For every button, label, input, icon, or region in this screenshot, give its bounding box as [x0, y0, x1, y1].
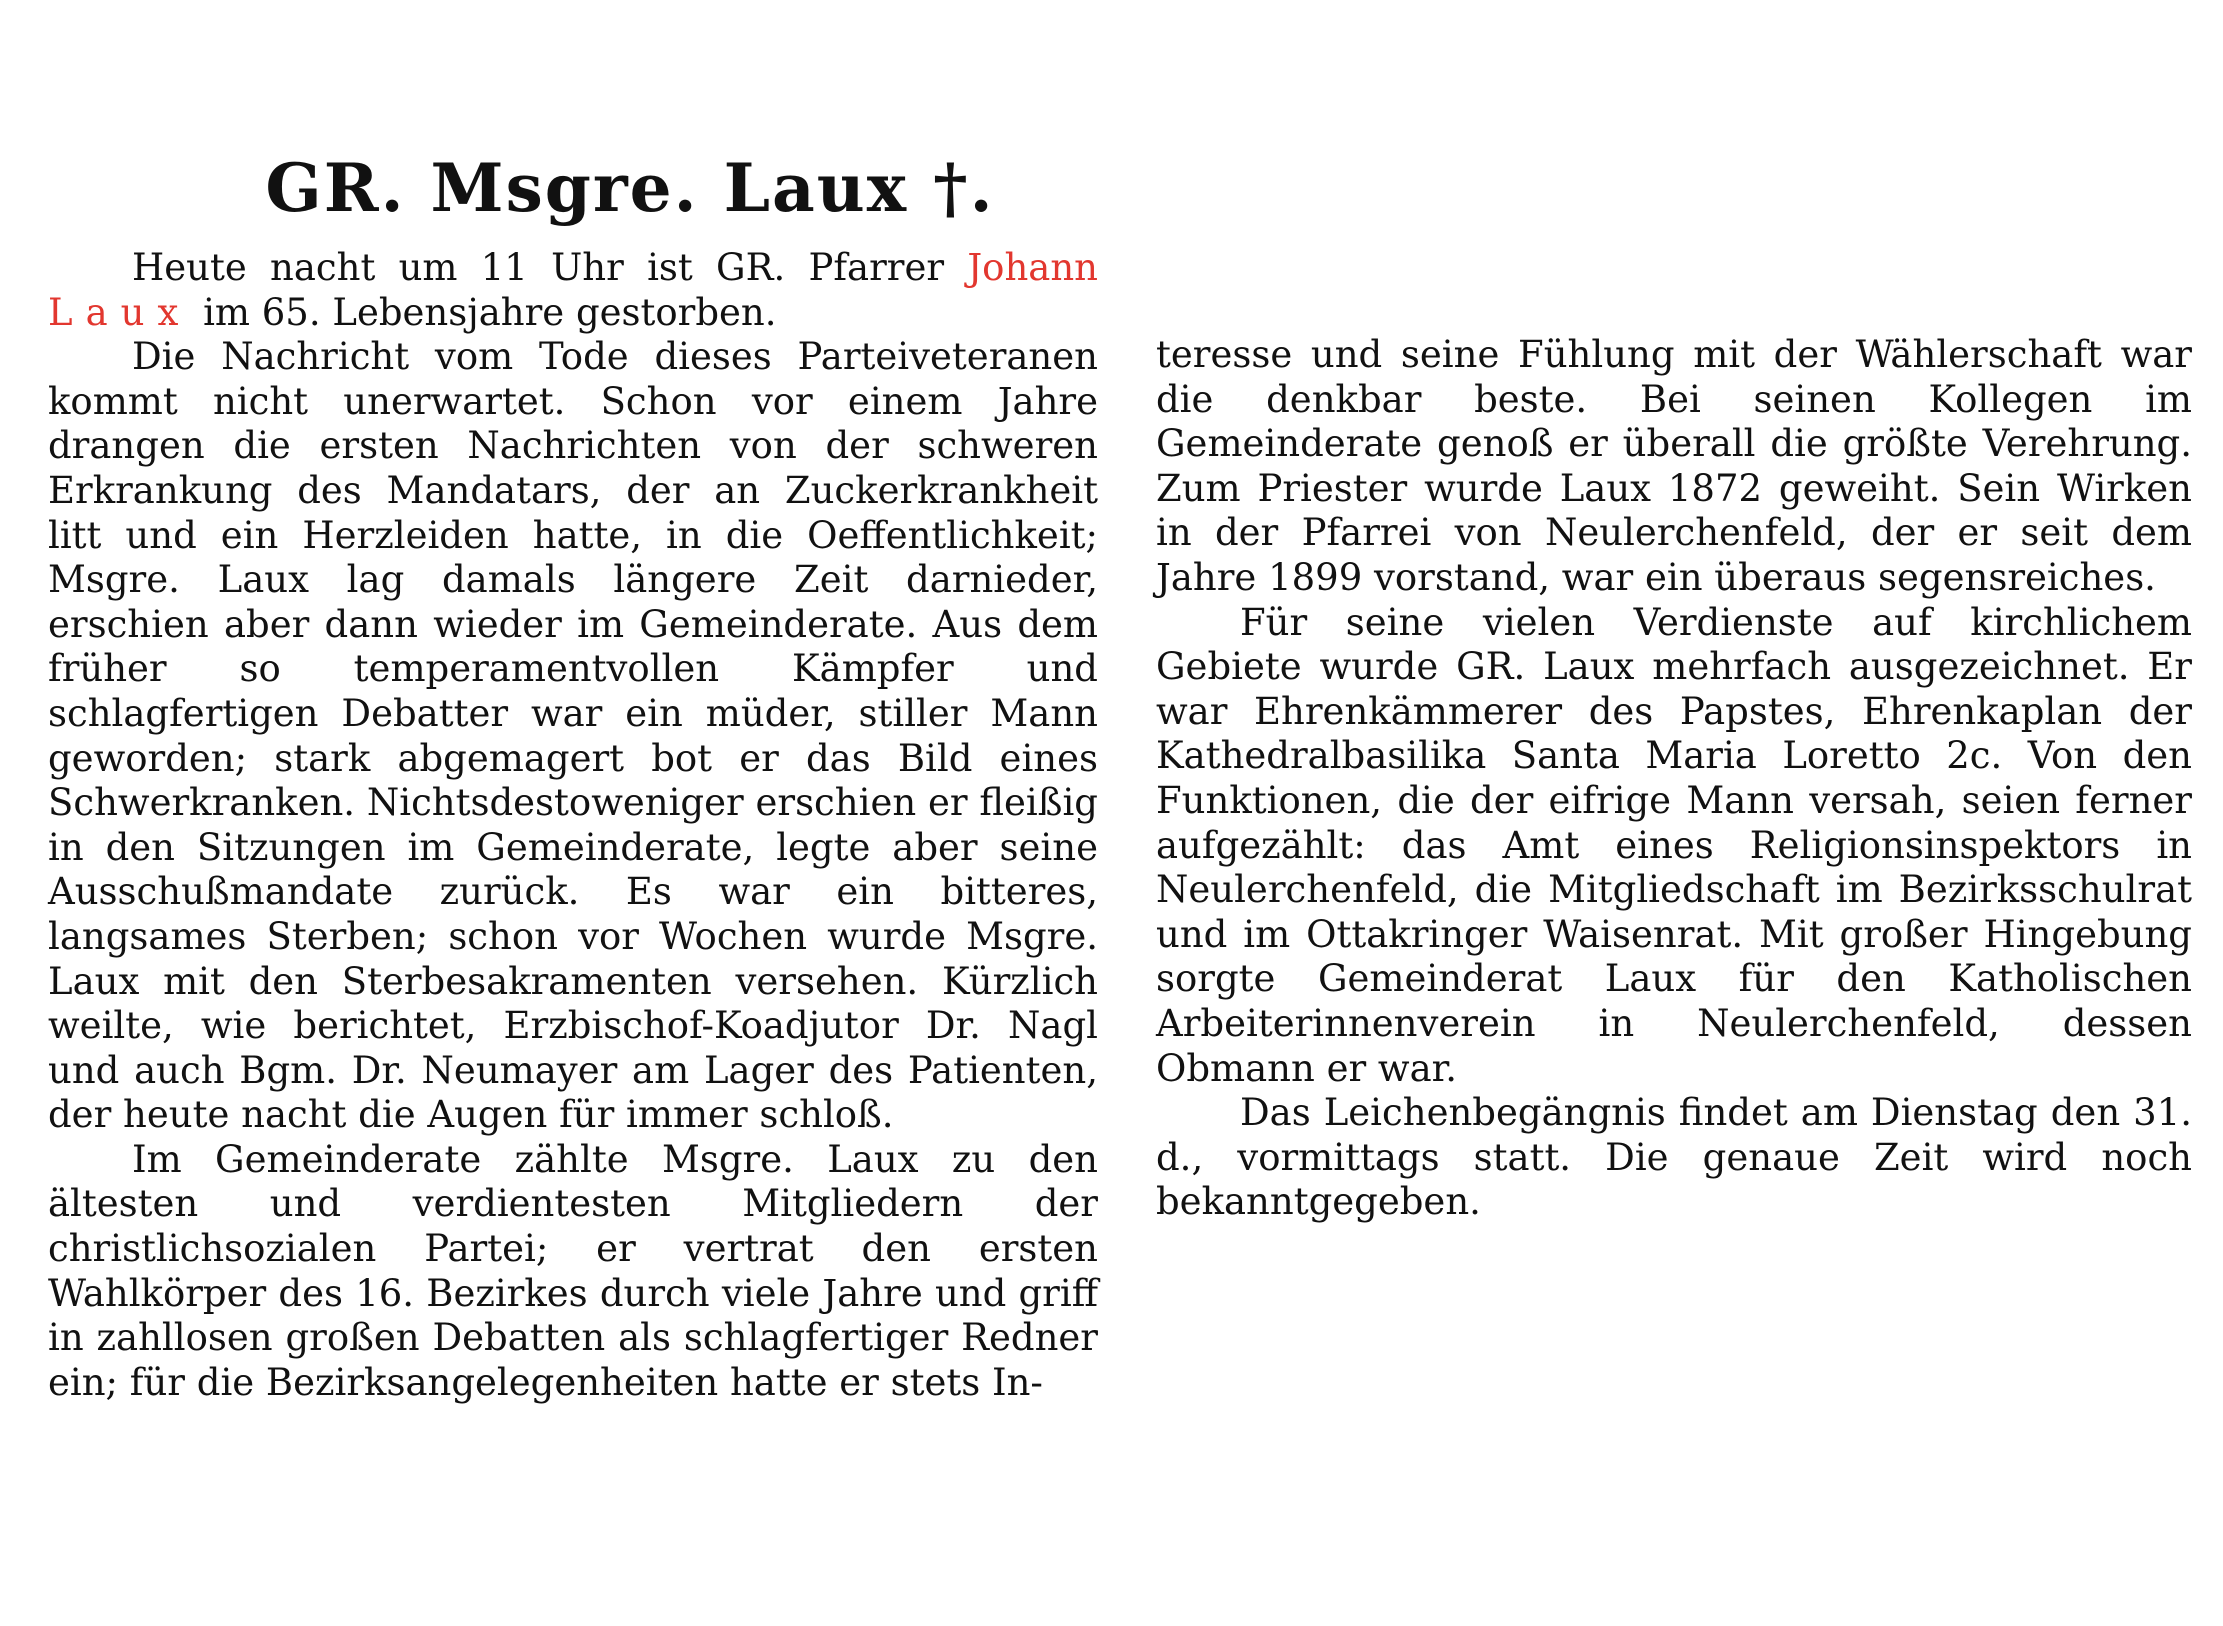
intro-text-start: Heute nacht um 11 Uhr ist GR. Pfarrer	[132, 246, 968, 289]
paragraph-continuation: teresse und seine Fühlung mit der Wählerschaft war die denkbar beste. Bei seinen Kollegen im Gemeinderate genoß er überall die größte Verehrung. Zum Priester wurde Laux 1872 geweiht. Sein Wirken in der Pfarrei von Neulerchenfeld, der er seit dem Jahre 1899 vorstand, war ein überaus segensreiches.	[1156, 333, 2192, 599]
paragraph-intro	[48, 246, 1098, 335]
paragraph-council: Im Gemeinderate zählte Msgre. Laux zu den ältesten und verdientesten Mitgliedern der christlichsozialen Partei; er vertrat den ersten Wahlkörper des 16. Bezirkes durch viele Jahre und griff in zahllosen großen Debatten als schlagfertiger Redner ein; für die Bezirksangelegenheiten hatte er stets In-	[48, 1137, 1098, 1404]
intro-text-end: im 65. Lebensjahre gestorben.	[191, 290, 777, 334]
right-column	[1156, 333, 2192, 1225]
paragraph-honors: Für seine vielen Verdienste auf kirchlichem Gebiete wurde GR. Laux mehrfach ausgezeichnet. Er war Ehrenkämmerer des Papstes, Ehrenkaplan der Kathedralbasilika Santa Maria Loretto 2c. Von den Funktionen, die der eifrige Mann versah, seien ferner aufgezählt: das Amt eines Religionsinspektors in Neulerchenfeld, die Mitgliedschaft im Bezirksschulrat und im Ottakringer Waisenrat. Mit großer Hingebung sorgte Gemeinderat Laux für den Katholischen Arbeiterinnenverein in Neulerchenfeld, dessen Obmann er war.	[1156, 600, 2192, 1090]
paragraph-funeral: Das Leichenbegängnis findet am Dienstag den 31. d., vormittags statt. Die genaue Zeit wird noch bekanntgegeben.	[1156, 1091, 2192, 1224]
left-column	[48, 246, 1098, 1405]
obituary-headline: GR. Msgre. Laux †.	[265, 149, 995, 227]
highlighted-first-name: Johann	[967, 246, 1098, 289]
highlighted-last-name: Laux	[48, 290, 192, 334]
paragraph-news: Die Nachricht vom Tode dieses Parteiveteranen kommt nicht unerwartet. Schon vor einem Jahre drangen die ersten Nachrichten von der schweren Erkrankung des Mandatars, der an Zuckerkrankheit litt und ein Herzleiden hatte, in die Oeffentlichkeit; Msgre. Laux lag damals längere Zeit darnieder, erschien aber dann wieder im Gemeinderate. Aus dem früher so temperamentvollen Kämpfer und schlagfertigen Debatter war ein müder, stiller Mann geworden; stark abgemagert bot er das Bild eines Schwerkranken. Nichtsdestoweniger erschien er fleißig in den Sitzungen im Gemeinderate, legte aber seine Ausschußmandate zurück. Es war ein bitteres, langsames Sterben; schon vor Wochen wurde Msgre. Laux mit den Sterbesakramenten versehen. Kürzlich weilte, wie berichtet, Erzbischof-Koadjutor Dr. Nagl und auch Bgm. Dr. Neumayer am Lager des Patienten, der heute nacht die Augen für immer schloß.	[48, 335, 1098, 1137]
